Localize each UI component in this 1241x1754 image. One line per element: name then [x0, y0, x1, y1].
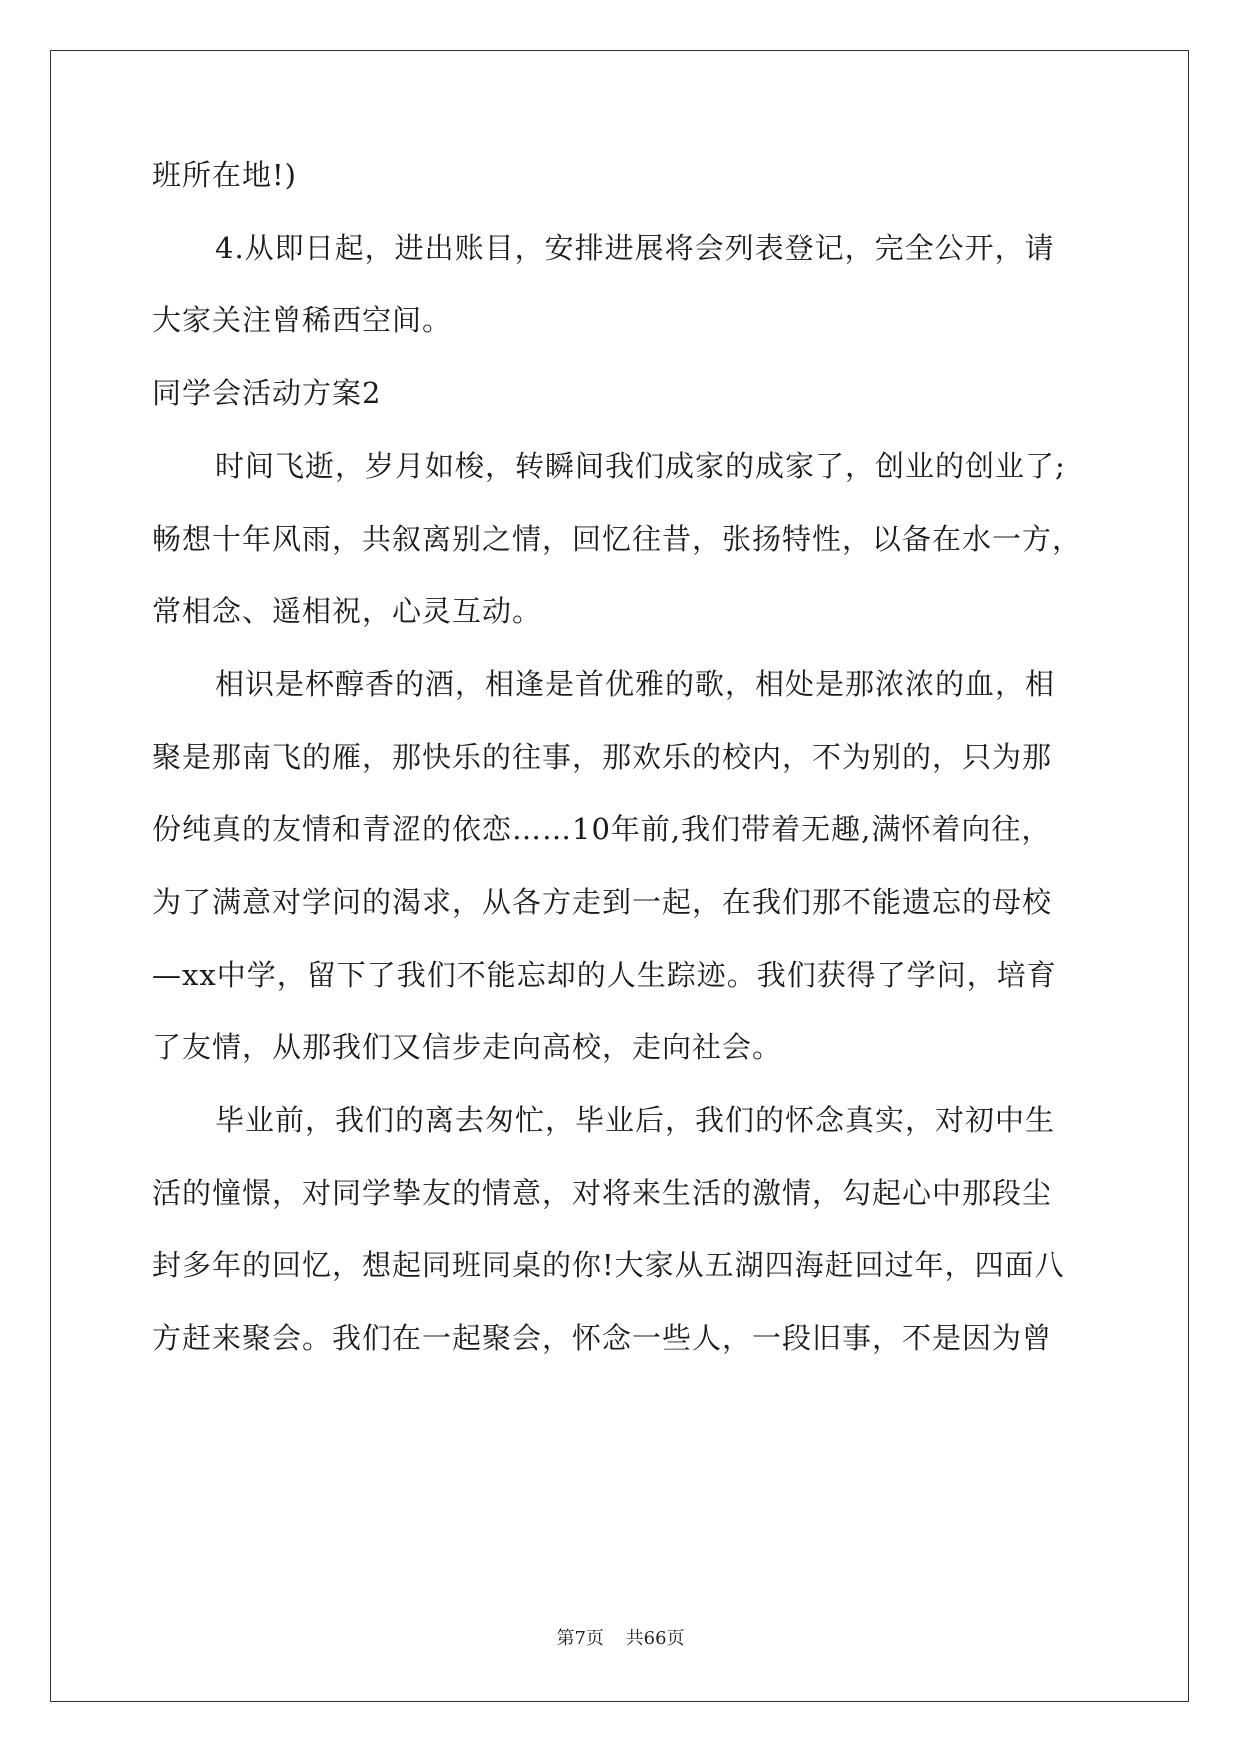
- page-number: 第7页: [556, 1628, 604, 1649]
- text-line: 份纯真的友情和青涩的依恋……10年前,我们带着无趣,满怀着向往，: [152, 812, 1052, 846]
- text-line: 4.从即日起，进出账目，安排进展将会列表登记，完全公开，请: [215, 231, 1055, 265]
- text-line: 常相念、遥相祝，心灵互动。: [152, 594, 543, 628]
- text-line: 活的憧憬，对同学挚友的情意，对将来生活的激情，勾起心中那段尘: [152, 1176, 1053, 1210]
- text-line: 畅想十年风雨，共叙离别之情，回忆往昔，张扬特性，以备在水一方，: [152, 522, 1083, 556]
- text-line: 聚是那南飞的雁，那快乐的往事，那欢乐的校内，不为别的，只为那: [152, 740, 1053, 774]
- page-footer: [0, 1624, 1241, 1650]
- text-line: 时间飞逝，岁月如梭，转瞬间我们成家的成家了，创业的创业了;: [215, 449, 1066, 483]
- text-line: 班所在地!): [152, 158, 297, 192]
- text-line: 方赶来聚会。我们在一起聚会，怀念一些人，一段旧事，不是因为曾: [152, 1321, 1053, 1355]
- page-total: 共66页: [625, 1628, 685, 1649]
- text-line: 相识是杯醇香的酒，相逢是首优雅的歌，相处是那浓浓的血，相: [215, 667, 1056, 701]
- page-border: [50, 50, 1189, 1702]
- section-heading: 同学会活动方案2: [152, 376, 382, 410]
- text-line: 封多年的回忆，想起同班同桌的你!大家从五湖四海赶回过年，四面八: [152, 1248, 1065, 1282]
- text-line: 了友情，从那我们又信步走向高校，走向社会。: [152, 1030, 783, 1064]
- text-line: 为了满意对学问的渴求，从各方走到一起，在我们那不能遗忘的母校: [152, 885, 1053, 919]
- text-line: 大家关注曾稀西空间。: [152, 303, 453, 337]
- text-line: 毕业前，我们的离去匆忙，毕业后，我们的怀念真实，对初中生: [215, 1103, 1056, 1137]
- text-line: —xx中学，留下了我们不能忘却的人生踪迹。我们获得了学问，培育: [152, 958, 1057, 992]
